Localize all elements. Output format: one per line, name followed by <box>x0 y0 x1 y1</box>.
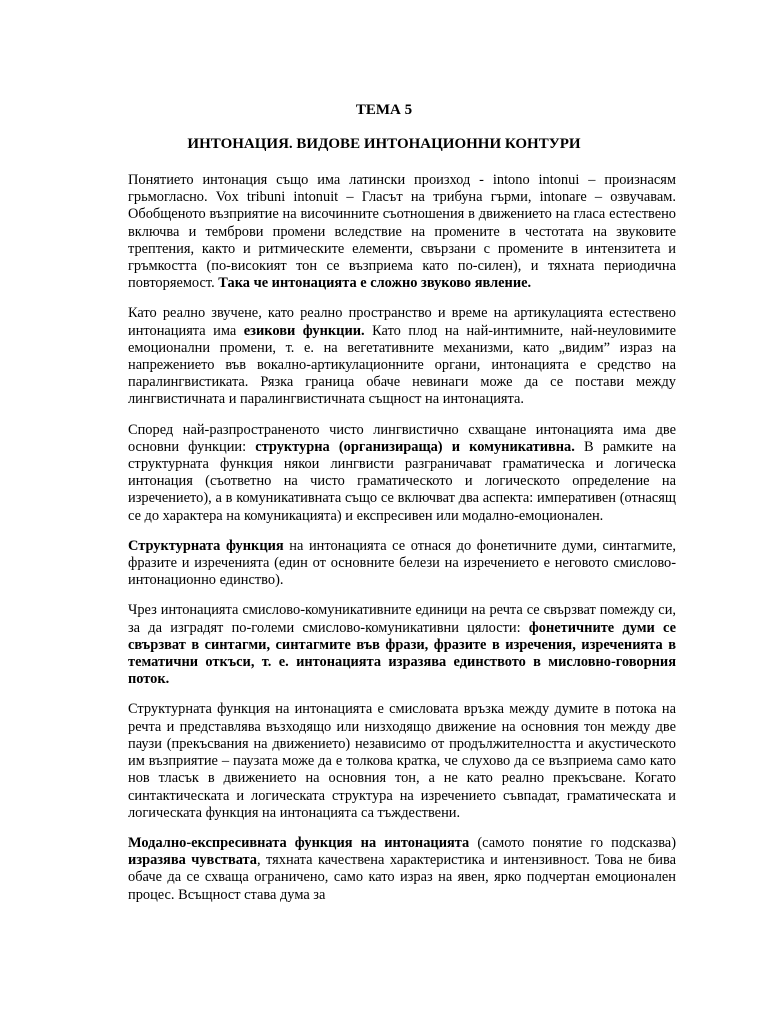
bold-text-run: фонетичните думи се свързват в синтагми, синтагмите във фрази, фразите в изречения, изреченията в тематични откъси, т. е. интонацията изразява единството в мисловно-говорния поток. <box>128 619 676 688</box>
paragraph <box>128 835 676 904</box>
bold-text-run: изразява чувствата <box>128 852 257 869</box>
document-body <box>128 172 676 917</box>
text-run: Чрез интонацията смислово-комуникативните единици на речта се свързват помежду си, за да изградят по-големи смислово-комуникативни цялости: <box>128 602 676 636</box>
text-run: Според най-разпространеното чисто лингвистично схващане интонацията има две основни функции: <box>128 421 676 455</box>
bold-text-run: Така че интонацията е сложно звуково явление. <box>218 275 532 292</box>
text-run: Понятието интонация също има латински произход - intono intonui – произнасям грьмогласно. Vox tribuni intonuit – Гласът на трибуна гърми, intonare – озвучавам. Обобщеното възприятие на височинните съотношения в движението на гласа естествено включва и темброви промени вследствие на промените в честотата на звуковите трептения, както и ритмическите елементи, свързани с промените в интензитета и гръмкостта (по-високият тон се възприема като по-силен), и тяхната периодична повторяемост. <box>128 172 676 292</box>
paragraph <box>128 602 676 688</box>
bold-text-run: Структурната функция <box>128 537 284 554</box>
text-run: Структурната функция на интонацията е смисловата връзка между думите в потока на речта и представлява възходящо или низходящо движение на основния тон между две паузи (прекъсвания на движението) независимо от продължителността и акустическото им възприятие – паузата може да е толкова кратка, че слухово да се възприема само като нов тласък в движението на основния тон, а не като реално прекъсване. Когато синтактическата и логическата структура на изречението съвпадат, граматическата и логическата функция на интонацията са тъждествени. <box>128 701 676 821</box>
text-run: В рамките на структурната функция някои лингвисти разграничават граматическа и логическа интонация (съответно на чисто граматическото и логическото определение на изречението), а в комуникативната също се включват два аспекта: императивен (отнасящ се до характера на комуникацията) и експресивен или модално-емоционален. <box>128 438 676 524</box>
page-title: ИНТОНАЦИЯ. ВИДОВЕ ИНТОНАЦИОННИ КОНТУРИ <box>187 136 581 152</box>
paragraph <box>128 701 676 821</box>
bold-text-run: Модално-експресивната функция на интонацията <box>128 834 470 851</box>
paragraph <box>128 172 676 292</box>
text-run: на интонацията се отнася до фонетичните думи, синтагмите, фразите и изреченията (един от основните белези на изречението е неговото смислово-интонационно единство). <box>128 537 676 589</box>
paragraph <box>128 538 676 590</box>
bold-text-run: структурна (организираща) и комуникативна. <box>255 438 575 455</box>
paragraph <box>128 422 676 525</box>
text-run: , тяхната качествена характеристика и интензивност. Това не бива обаче да се схваща ограничено, само като израз на явен, ярко подчертан емоционален процес. Всъщност става дума за <box>128 852 676 903</box>
bold-text-run: езикови функции. <box>243 322 365 339</box>
text-run: (самото понятие го подсказва) <box>469 834 676 851</box>
text-run: Като плод на най-интимните, най-неуловимите емоционални промени, т. е. на вегетативните механизми, като „видим” израз на напрежението във вокално-артикулационните органи, интонацията е средство на паралингвистиката. Рязка граница обаче невинаги може да се постави между лингвистичната и паралингвистичната същност на интонацията. <box>128 322 676 408</box>
topic-number: ТЕМА 5 <box>355 102 413 118</box>
paragraph <box>128 305 676 408</box>
text-run: Като реално звучене, като реално пространство и време на артикулацията естествено интонацията има <box>128 305 676 339</box>
